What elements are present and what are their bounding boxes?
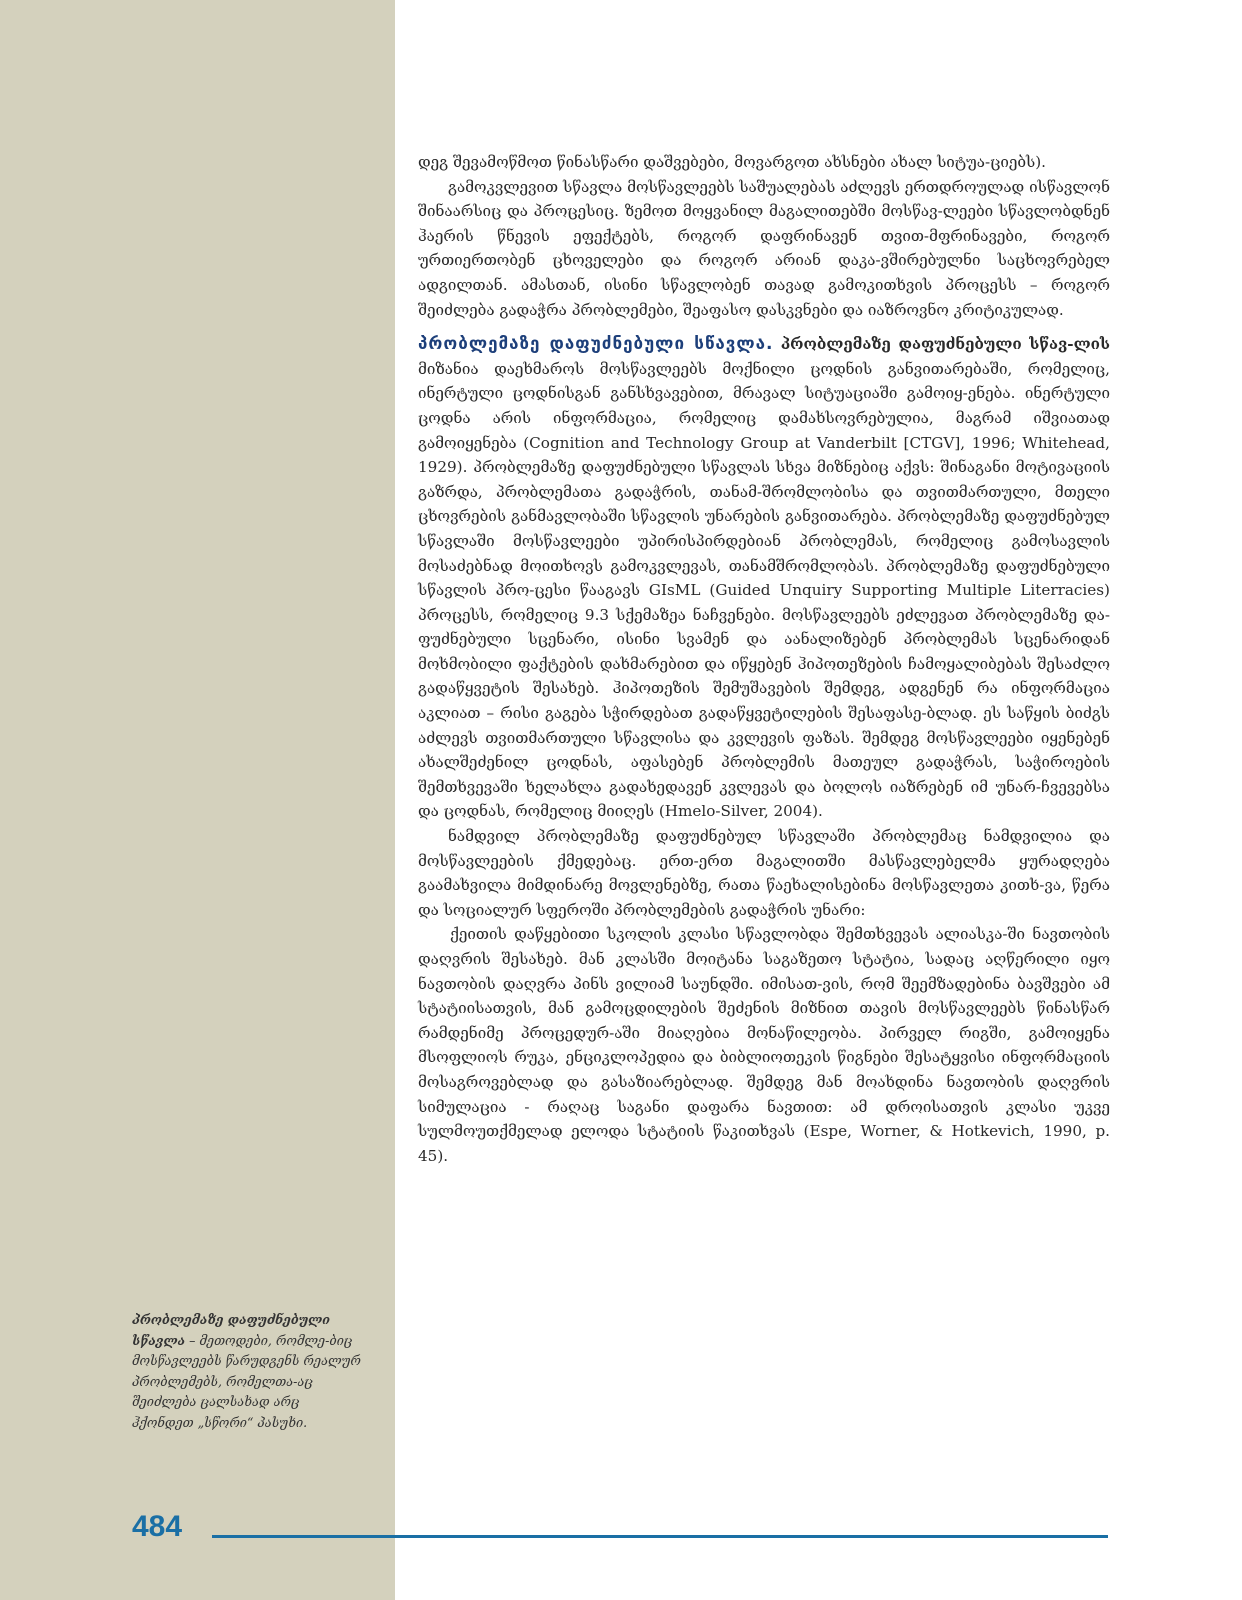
main-text-column [418,150,1110,1168]
block-quote: ქეითის დაწყებითი სკოლის კლასი სწავლობდა შემთხვევას ალიასკა-ში ნავთობის დაღვრის შესახებ. მან კლასში მოიტანა საგაზეთო სტატია, სადაც აღწერილი იყო ნავთობის დაღვრა პინს ვილიამ საუნდში. იმისათ-ვის, რომ შეემზადებინა ბავშვები ამ სტატიისათვის, მან გამოცდილების შეძენის მიზნით თავის მოსწავლეებს წინასწარ რამდენიმე პროცედურ-აში მიაღებია მონაწილეობა. პირველ რიგში, გამოიყენა მსოფლიოს რუკა, ენციკლოპედია და ბიბლიოთეკის წიგნები შესატყვისი ინფორმაციის მოსაგროვებლად და გასაზიარებლად. შემდეგ მან მოახდინა ნავთობის დაღვრის სიმულაცია - რაღაც საგანი დაფარა ნავთით: ამ დროისათვის კლასი უკვე სულმოუთქმელად ელოდა სტატიის წაკითხვას (Espe, Worner, & Hotkevich, 1990, p. 45). [418,925,1110,1165]
section-heading: პრობლემაზე დაფუძნებული სწავლა. [418,334,774,355]
page-number: 484 [132,1510,183,1543]
paragraph-inquiry-learning: გამოკვლევით სწავლა მოსწავლეებს საშუალებას აძლევს ერთდროულად ისწავლონ შინაარსიც და პროცესიც. ზემოთ მოყვანილ მაგალითებში მოსწავ-ლეები სწავლობდნენ ჰაერის წნევის ეფექტებს, როგორ დაფრინავენ თვით-მფრინავები, როგორ ურთიერთობენ ცხოველები და როგორ არიან დაკა-ვშირებულნი საცხოვრებელ ადგილთან. ამასთან, ისინი სწავლობენ თავად გამოკითხვის პროცესს – როგორ შეიძლება გადაჭრა პრობლემები, შეაფასო დასკვნები და იაზროვნო კრიტიკულად. [418,177,1110,319]
bold-lead-in: პრობლემაზე დაფუძნებული სწავ-ლის [780,335,1110,354]
paragraph-body: მიზანია დაეხმაროს მოსწავლეებს მოქნილი ცოდნის განვითარებაში, რომელიც, ინერტული ცოდნისგან განსხვავებით, მრავალ სიტუაციაში გამოიყ-ენება. ინერტული ცოდნა არის ინფორმაცია, რომელიც დამახსოვრებულია, მაგრამ იშვიათად გამოიყენება (Cognition and Technology Group at Vanderbilt [CTGV], 1996; Whitehead, 1929). პრობლემაზე დაფუძნებული სწავლას სხვა მიზნებიც აქვს: შინაგანი მოტივაციის გაზრდა, პრობლემათა გადაჭრის, თანამ-შრომლობისა და თვითმართული, მთელი ცხოვრების განმავლობაში სწავლის უნარების განვითარება. პრობლემაზე დაფუძნებულ სწავლაში მოსწავლეები უპირისპირდებიან პრობლემას, რომელიც გამოსავლის მოსაძებნად მოითხოვს გამოკვლევას, თანამშრომლობას. პრობლემაზე დაფუძნებული სწავლის პრო-ცესი წააგავს GIsML (Guided Unquiry Supporting Multiple Literracies) პროცესს, რომელიც 9.3 სქემაზეა ნაჩვენები. მოსწავლეებს ეძლევათ პრობლემაზე და-ფუძნებული სცენარი, ისინი სვამენ და აანალიზებენ პრობლემას სცენარიდან მოხმობილი ფაქტების დახმარებით და იწყებენ ჰიპოთეზების ჩამოყალიბებას შესაძლო გადაწყვეტის შესახებ. ჰიპოთეზის შემუშავების შემდეგ, ადგენენ რა ინფორმაცია აკლიათ – რისი გაგება სჭირდებათ გადაწყვეტილების შესაფასე-ბლად. ეს საწყის ბიძგს აძლევს თვითმართული სწავლისა და კვლევის ფაზას. შემდეგ მოსწავლეები იყენებენ ახალშეძენილ ცოდნას, აფასებენ პრობლემის მათეულ გადაჭრას, საჭიროების შემთხვევაში ხელახლა გადახედავენ კვლევას და ბოლოს იაზრებენ იმ უნარ-ჩვევებსა და ცოდნას, რომელიც მიიღეს (Hmelo-Silver, 2004). [418,359,1110,821]
footer-rule [212,1535,1108,1538]
paragraph-authentic-problems: ნამდვილ პრობლემაზე დაფუძნებულ სწავლაში პრობლემაც ნამდვილია და მოსწავლეების ქმედებაც. ერთ-ერთ მაგალითში მასწავლებელმა ყურადღება გაამახვილა მიმდინარე მოვლენებზე, რათა წაეხალისებინა მოსწავლეთა კითხ-ვა, წერა და სოციალურ სფეროში პრობლემების გადაჭრის უნარი: [418,827,1110,919]
paragraph-problem-based-learning [418,332,1110,824]
margin-term: პრობლემაზე დაფუძნებული სწავლა [132,1312,331,1348]
margin-definition-text: – მეთოდები, რომლე-ბიც მოსწავლეებს წარუდგენს რეალურ პრობლემებს, რომელთა-აც შეიძლება ცალსახად არც ჰქონდეთ „სწორი“ პასუხი. [132,1332,361,1430]
paragraph-continuation: დეგ შევამოწმოთ წინასწარი დაშვებები, მოვარგოთ ახსნები ახალ სიტუა-ციებს). [418,153,1047,171]
margin-definition [132,1310,362,1433]
